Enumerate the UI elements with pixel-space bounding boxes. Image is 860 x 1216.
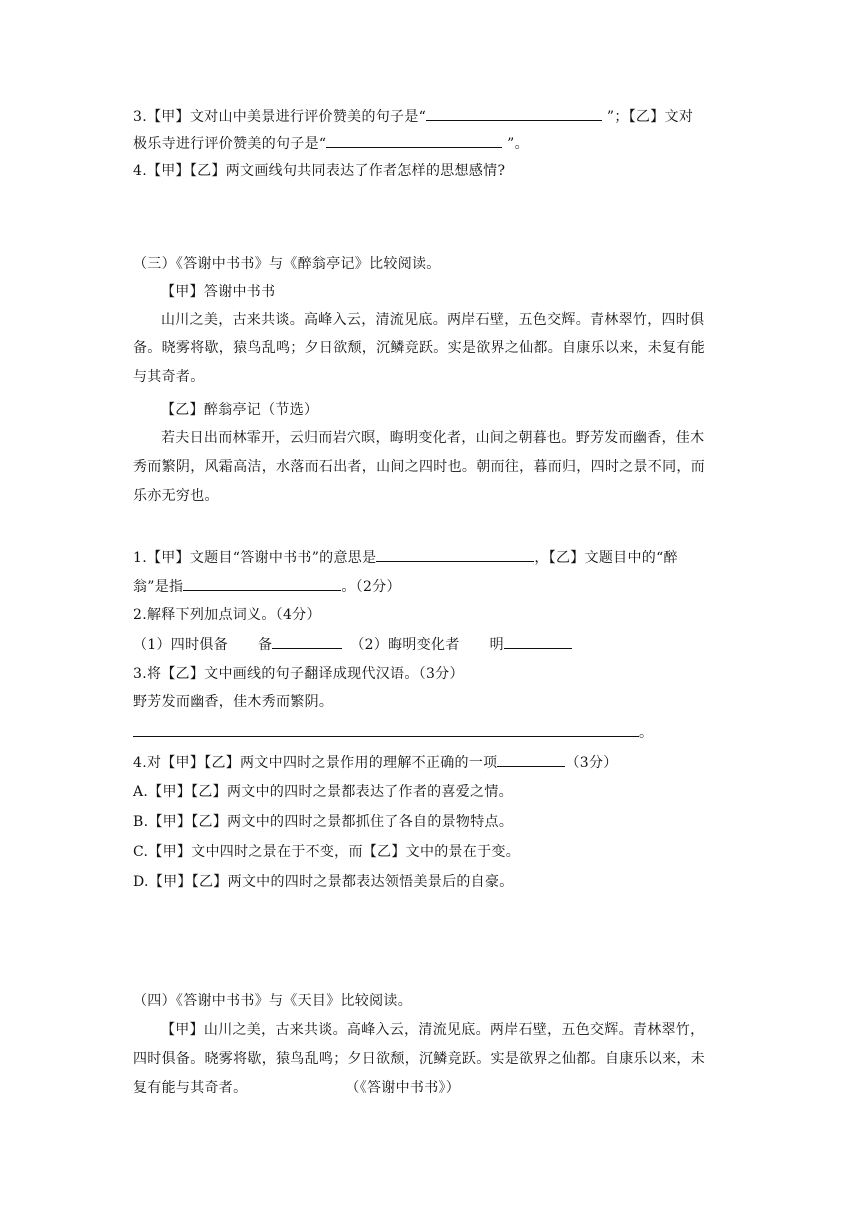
- question-2: 2.解释下列加点词义。（4分）: [133, 607, 321, 623]
- translation-answer-line: 。: [133, 722, 653, 743]
- answer-blank: [133, 722, 639, 737]
- passage-line: 四时俱备。晓雾将歇，猿鸟乱鸣；夕日欲颓，沉鳞竞跃。实是欲界之仙都。自康乐以来，未: [133, 1051, 705, 1067]
- answer-blank: [497, 752, 565, 767]
- passage-line: 与其奇者。: [133, 369, 205, 385]
- passage-line: 乐亦无穷也。: [133, 488, 219, 504]
- question-3-cont: 极乐寺进行评价赞美的句子是“ ”。: [133, 133, 529, 154]
- question-3-sentence: 野芳发而幽香，佳木秀而繁阴。: [133, 694, 334, 710]
- answer-blank: [272, 634, 342, 649]
- option-d: D.【甲】【乙】两文中的四时之景都表达领悟美景后的自豪。: [133, 874, 514, 890]
- question-3: 3.【甲】文对山中美景进行评价赞美的句子是“ ”；【乙】文对: [133, 106, 693, 127]
- question-3: 3.将【乙】文中画线的句子翻译成现代汉语。（3分）: [133, 666, 464, 682]
- answer-blank: [183, 576, 341, 591]
- passage-line: 秀而繁阴，风霜高洁，水落而石出者，山间之四时也。朝而往，暮而归，四时之景不同，而: [133, 459, 705, 475]
- passage-line: 复有能与其奇者。 （《答谢中书书》）: [133, 1080, 461, 1096]
- passage-title: 【乙】醉翁亭记（节选）: [161, 402, 319, 418]
- question-1-cont: 翁”是指 。（2分）: [133, 576, 401, 597]
- passage-line: 若夫日出而林霏开，云归而岩穴暝，晦明变化者，山间之朝暮也。野芳发而幽香，佳木: [161, 430, 705, 446]
- section-heading: （四）《答谢中书书》与《天目》比较阅读。: [133, 993, 412, 1009]
- passage-line: 山川之美，古来共谈。高峰入云，清流见底。两岸石壁，五色交辉。青林翠竹，四时俱: [161, 312, 705, 328]
- passage-title: 【甲】答谢中书书: [161, 284, 276, 300]
- question-4: 4.【甲】【乙】两文画线句共同表达了作者怎样的思想感情?: [133, 163, 506, 179]
- question-1: 1.【甲】文题目“答谢中书书”的意思是 ，【乙】文题目中的“醉: [133, 547, 678, 568]
- question-4: 4.对【甲】【乙】两文中四时之景作用的理解不正确的一项 （3分）: [133, 752, 618, 773]
- option-b: B.【甲】【乙】两文中的四时之景都抓住了各自的景物特点。: [133, 814, 514, 830]
- answer-blank: [376, 547, 534, 562]
- option-a: A.【甲】【乙】两文中的四时之景都表达了作者的喜爱之情。: [133, 784, 513, 800]
- source-citation: （《答谢中书书》）: [345, 1080, 461, 1096]
- answer-blank: [326, 133, 502, 148]
- section-heading: （三）《答谢中书书》与《醉翁亭记》比较阅读。: [133, 256, 441, 272]
- option-c: C.【甲】文中四时之景在于不变，而【乙】文中的景在于变。: [133, 844, 521, 860]
- passage-line: 备。晓雾将歇，猿鸟乱鸣；夕日欲颓，沉鳞竞跃。实是欲界之仙都。自康乐以来，未复有能: [133, 340, 705, 356]
- passage-line: 【甲】山川之美，古来共谈。高峰入云，清流见底。两岸石壁，五色交辉。青林翠竹，: [161, 1022, 705, 1038]
- answer-blank: [426, 106, 602, 121]
- answer-blank: [504, 634, 572, 649]
- question-2-items: （1）四时俱备 备 （2）晦明变化者 明: [133, 634, 572, 655]
